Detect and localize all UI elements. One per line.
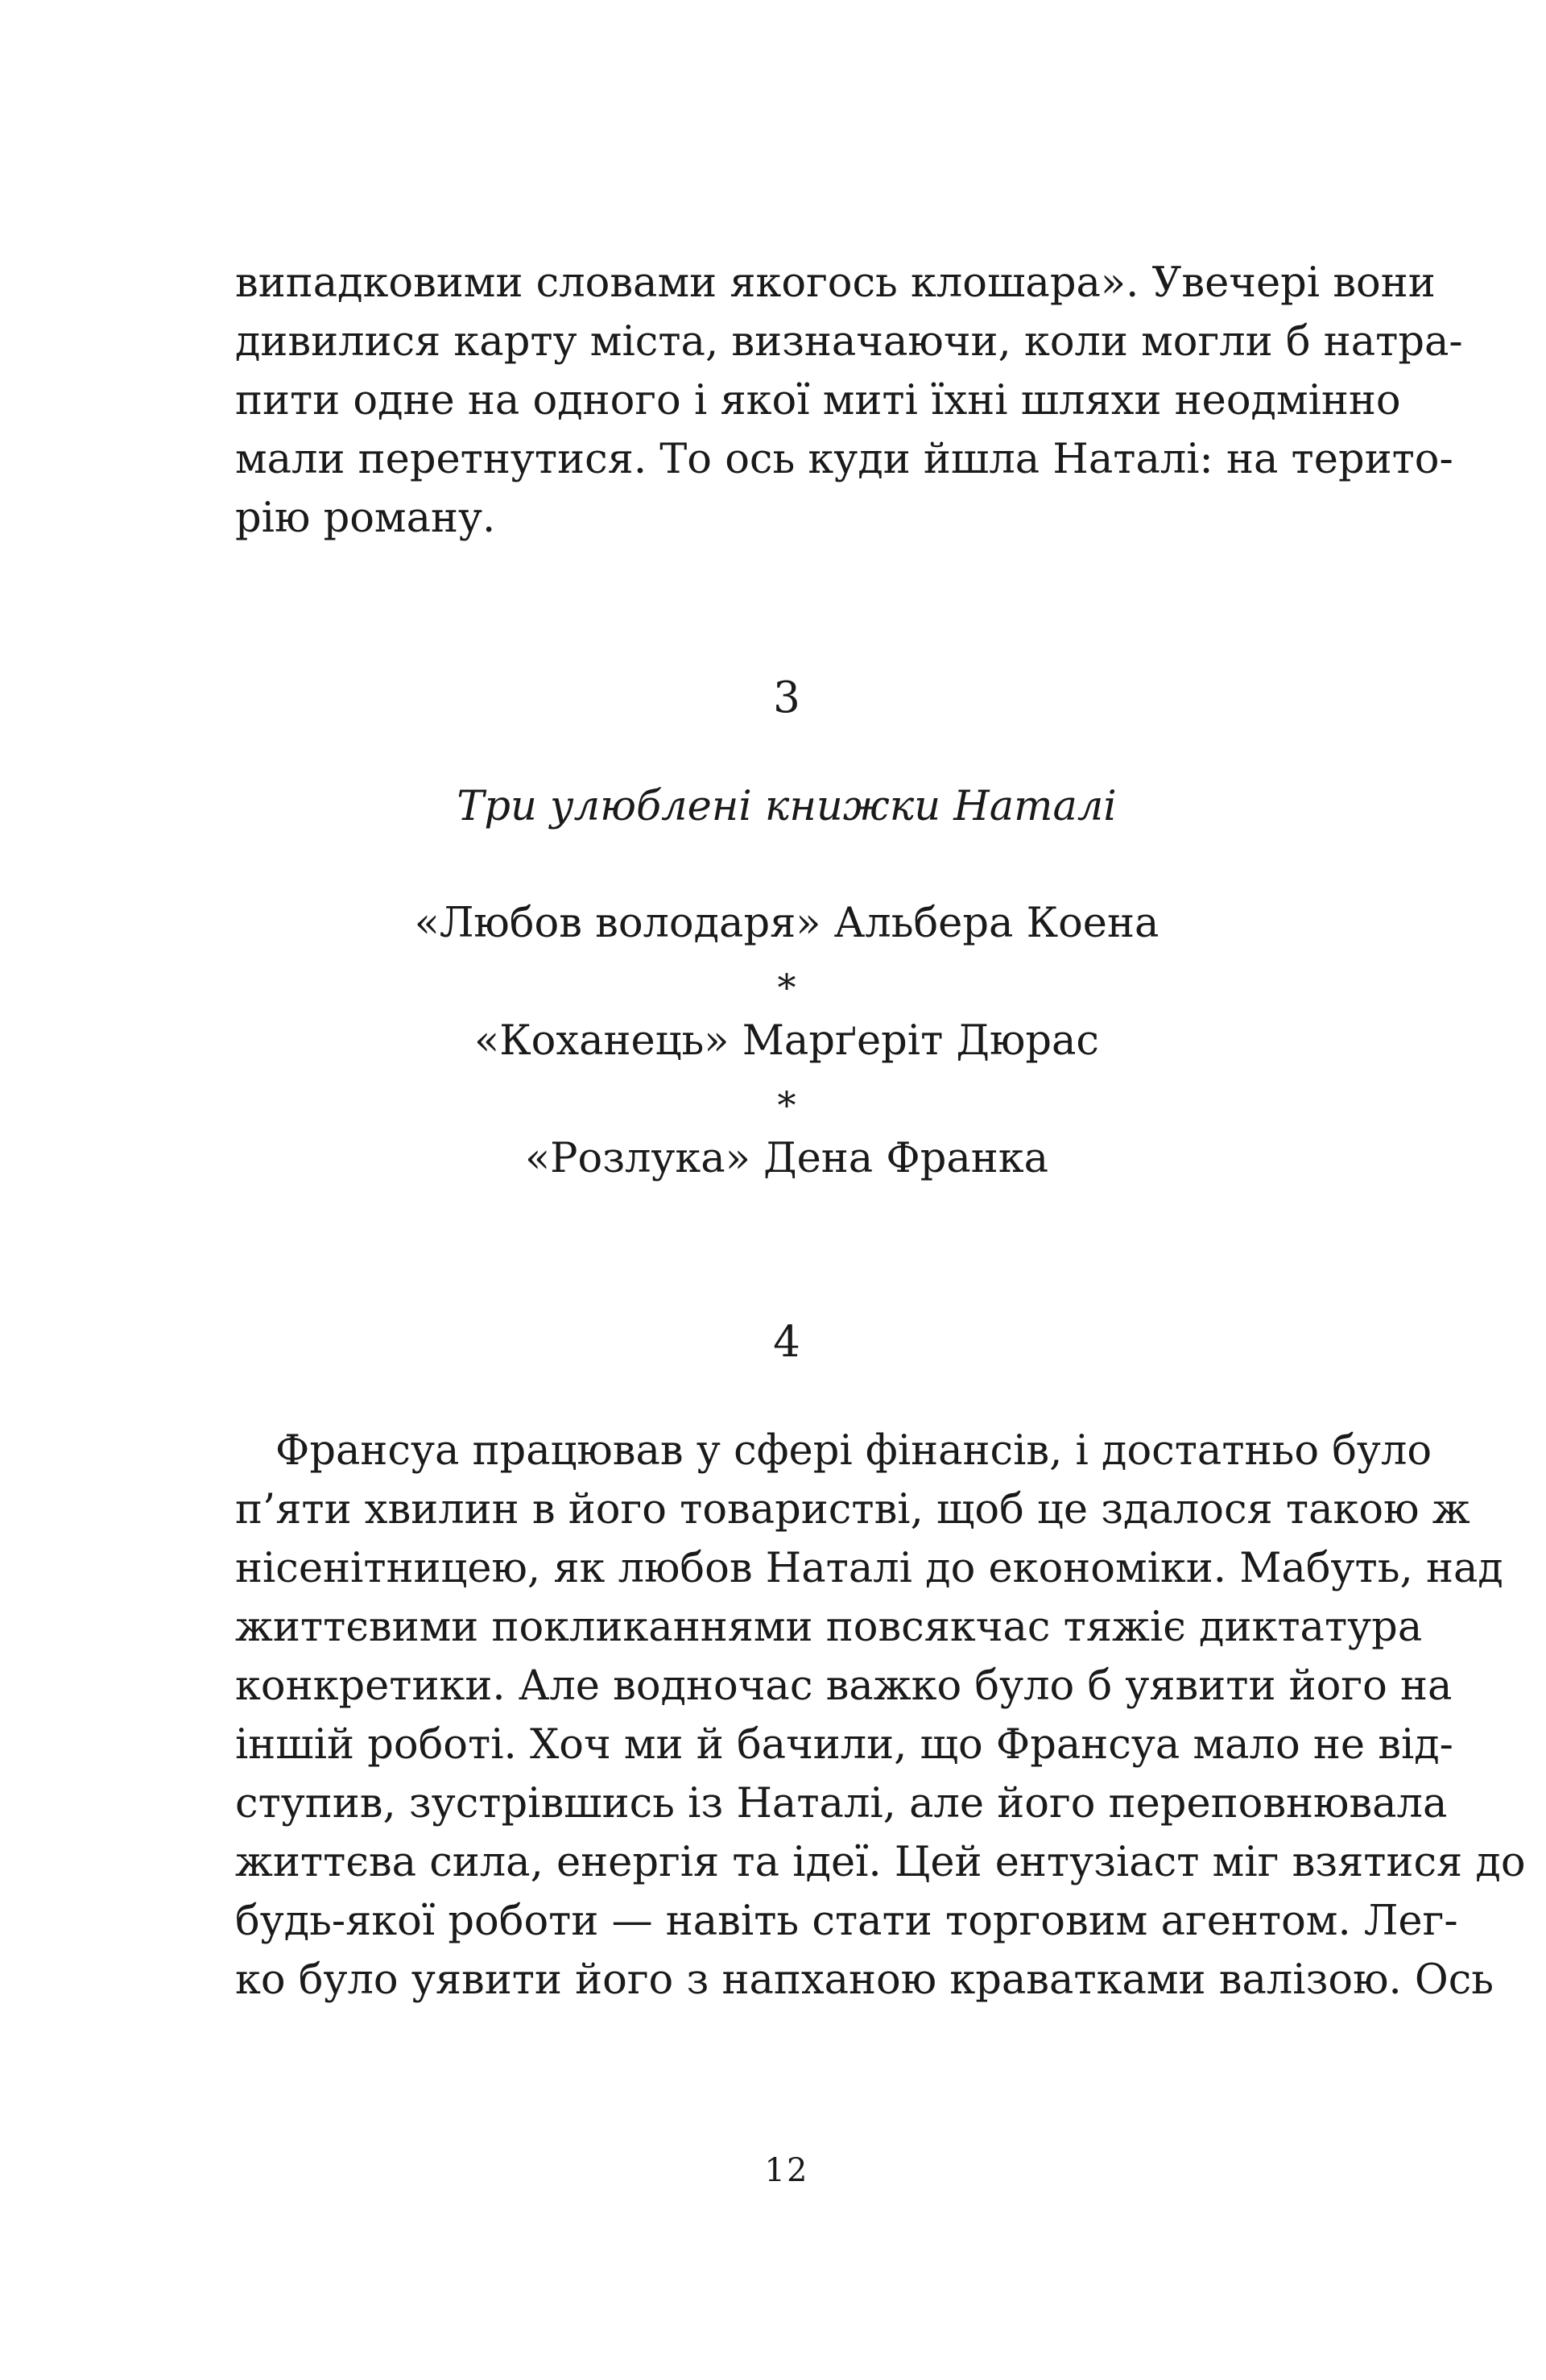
text-line: п’яти хвилин в його товаристві, щоб це здалося такою ж [235,1486,1470,1534]
text-line: Франсуа працював у сфері фінансів, і достатньо було [275,1427,1432,1475]
text-line: життєва сила, енергія та ідеї. Цей ентузіаст міг взятися до [235,1839,1526,1886]
separator-asterisk: * [777,1083,796,1127]
text-line: пити одне на одного і якої миті їхні шляхи неодмінно [235,377,1401,424]
section-number: 4 [773,1318,800,1367]
text-line: конкретики. Але водночас важко було б уявити його на [235,1662,1453,1710]
text-line: мали перетнутися. То ось куди йшла Наталі: на терито- [235,436,1453,483]
text-line: ко було уявити його з напханою краватками валізою. Ось [235,1956,1494,2004]
text-line: життєвими покликаннями повсякчас тяжіє диктатура [235,1604,1423,1651]
separator-asterisk: * [777,966,796,1009]
book-title: «Коханець» Марґеріт Дюрас [474,1017,1099,1065]
text-line: дивилися карту міста, визначаючи, коли могли б натра- [235,318,1463,366]
text-line: випадковими словами якогось клошара». Увечері вони [235,259,1436,307]
text-line: рію роману. [235,495,496,542]
text-line: будь-якої роботи — навіть стати торговим агентом. Лег- [235,1898,1458,1945]
page-number: 12 [764,2152,809,2189]
text-line: нісенітницею, як любов Наталі до економіки. Мабуть, над [235,1545,1503,1592]
book-title: «Розлука» Дена Франка [524,1135,1049,1182]
book-title: «Любов володаря» Альбера Коена [414,900,1160,947]
text-line: ступив, зустрівшись із Наталі, але його переповнювала [235,1780,1448,1827]
section-subtitle: Три улюблені книжки Наталі [457,783,1117,830]
section-number: 3 [773,673,800,722]
text-line: іншій роботі. Хоч ми й бачили, що Франсуа мало не від- [235,1721,1453,1769]
